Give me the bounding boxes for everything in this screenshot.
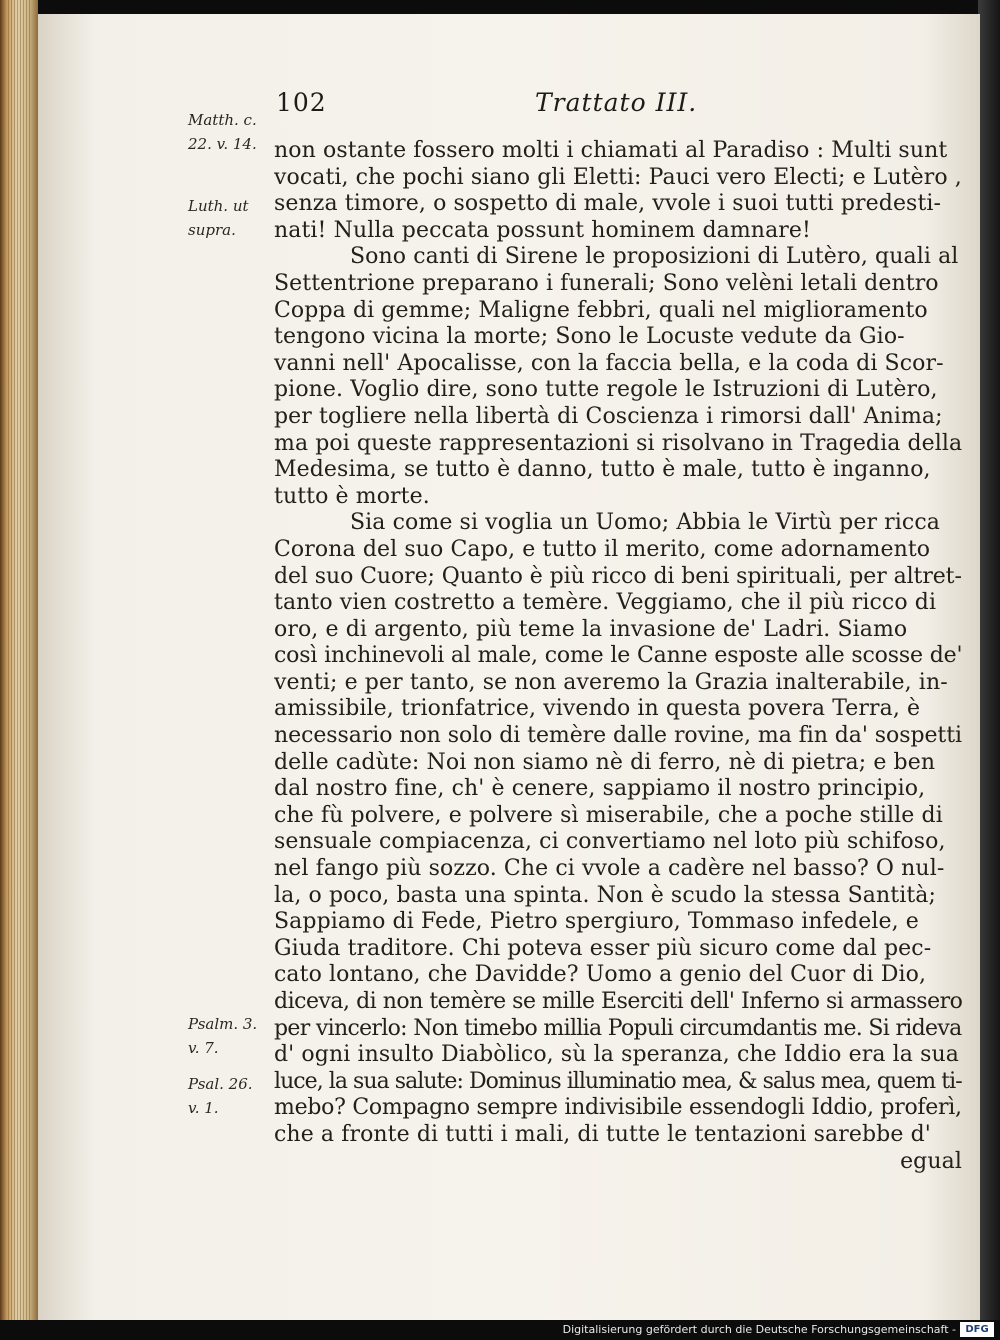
text-line: pione. Voglio dire, sono tutte regole le Istruzioni di Lutèro, <box>274 377 938 403</box>
text-line: d' ogni insulto Diabòlico, sù la speranza, che Iddio era la sua <box>274 1042 959 1068</box>
margin-note-psalm-26-verse: v. 1. <box>188 1099 219 1117</box>
text-line: sensuale compiacenza, ci convertiamo nel loto più schifoso, <box>274 829 946 855</box>
text-line: Giuda traditore. Chi poteva esser più sicuro come dal pec- <box>274 935 932 961</box>
margin-note-supra: supra. <box>188 221 236 239</box>
text-line: Coppa di gemme; Maligne febbri, quali nel miglioramento <box>274 297 928 323</box>
dfg-logo: DFG <box>960 1322 994 1337</box>
text-line: dal nostro fine, ch' è cenere, sappiamo il nostro principio, <box>274 776 926 802</box>
text-line: senza timore, o sospetto di male, vvole i suoi tutti predesti- <box>274 191 942 217</box>
page-header <box>38 88 980 128</box>
book-page-edges <box>0 0 38 1320</box>
margin-note-matthew: Matth. c. <box>188 111 257 129</box>
text-line: Sono canti di Sirene le proposizioni di Lutèro, quali al <box>350 244 959 270</box>
text-line: nel fango più sozzo. Che ci vvole a cadère nel basso? O nul- <box>274 856 945 882</box>
text-line: tanto vien costretto a temère. Veggiamo, che il più ricco di <box>274 590 937 616</box>
text-line: ma poi queste rappresentazioni si risolvano in Tragedia della <box>274 430 962 456</box>
book-cover-edge <box>978 0 1000 1320</box>
text-line: Settentrione preparano i funerali; Sono velèni letali dentro <box>274 270 939 296</box>
text-line: non ostante fossero molti i chiamati al Paradiso : Multi sunt <box>274 138 948 163</box>
text-line: necessario non solo di temère dalle rovine, ma fin da' sospetti <box>274 723 962 749</box>
catchword: egual <box>900 1148 962 1174</box>
text-line: tengono vicina la morte; Sono le Locuste vedute da Gio- <box>274 324 905 350</box>
text-line: cato lontano, che Davidde? Uomo a genio del Cuor di Dio, <box>274 962 927 988</box>
text-line: mebo? Compagno sempre indivisibile essendogli Iddio, proferì, <box>274 1095 962 1121</box>
text-line: tutto è morte. <box>274 483 430 509</box>
text-line: Medesima, se tutto è danno, tutto è male, tutto è inganno, <box>274 457 931 483</box>
margin-note-luther: Luth. ut <box>188 197 249 215</box>
text-line: delle cadùte: Noi non siamo nè di ferro, nè di pietra; e ben <box>274 749 936 775</box>
running-title: Trattato III. <box>535 88 698 117</box>
text-line: oro, e di argento, più teme la invasione de' Ladri. Siamo <box>274 616 908 642</box>
text-line: nati! Nulla peccata possunt hominem damnare! <box>274 217 811 243</box>
text-line: vanni nell' Apocalisse, con la faccia bella, e la coda di Scor- <box>274 350 944 376</box>
text-line: Sappiamo di Fede, Pietro spergiuro, Tommaso infedele, e <box>274 909 919 935</box>
text-line: Corona del suo Capo, e tutto il merito, come adornamento <box>274 536 931 562</box>
text-line: del suo Cuore; Quanto è più ricco di beni spirituali, per altret- <box>274 563 962 589</box>
margin-note-psalm-3: Psalm. 3. <box>188 1015 258 1033</box>
text-line: così inchinevoli al male, come le Canne esposte alle scosse de' <box>274 643 962 669</box>
footer-bar <box>0 1320 1000 1340</box>
margin-note-psalm-3-verse: v. 7. <box>188 1039 219 1057</box>
text-line: vocati, che pochi siano gli Eletti: Pauci vero Electi; e Lutèro , <box>274 164 962 190</box>
page-number: 102 <box>276 88 327 117</box>
text-line: venti; e per tanto, se non averemo la Grazia inalterabile, in- <box>274 669 948 695</box>
text-line: per vincerlo: Non timebo millia Populi circumdantis me. Si rideva <box>274 1015 962 1041</box>
text-line: che a fronte di tutti i mali, di tutte le tentazioni sarebbe d' <box>274 1121 931 1147</box>
text-line: diceva, di non temère se mille Eserciti dell' Inferno si armassero <box>274 989 962 1014</box>
book-page <box>38 14 980 1324</box>
margin-note-matthew-verse: 22. v. 14. <box>188 135 257 153</box>
body-text <box>274 138 962 1175</box>
text-line: la, o poco, basta una spinta. Non è scudo la stessa Santità; <box>274 882 937 908</box>
text-line: luce, la sua salute: Dominus illuminatio mea, & salus mea, quem ti- <box>274 1068 962 1094</box>
text-line: amissibile, trionfatrice, vivendo in questa povera Terra, è <box>274 696 921 722</box>
text-line: Sia come si voglia un Uomo; Abbia le Virtù per ricca <box>350 510 940 536</box>
margin-note-psalm-26: Psal. 26. <box>188 1075 253 1093</box>
text-line: che fù polvere, e polvere sì miserabile, che a poche stille di <box>274 802 943 828</box>
text-line: per togliere nella libertà di Coscienza i rimorsi dall' Anima; <box>274 403 943 429</box>
digitization-credit: Digitalisierung gefördert durch die Deutsche Forschungsgemeinschaft - <box>562 1323 956 1336</box>
